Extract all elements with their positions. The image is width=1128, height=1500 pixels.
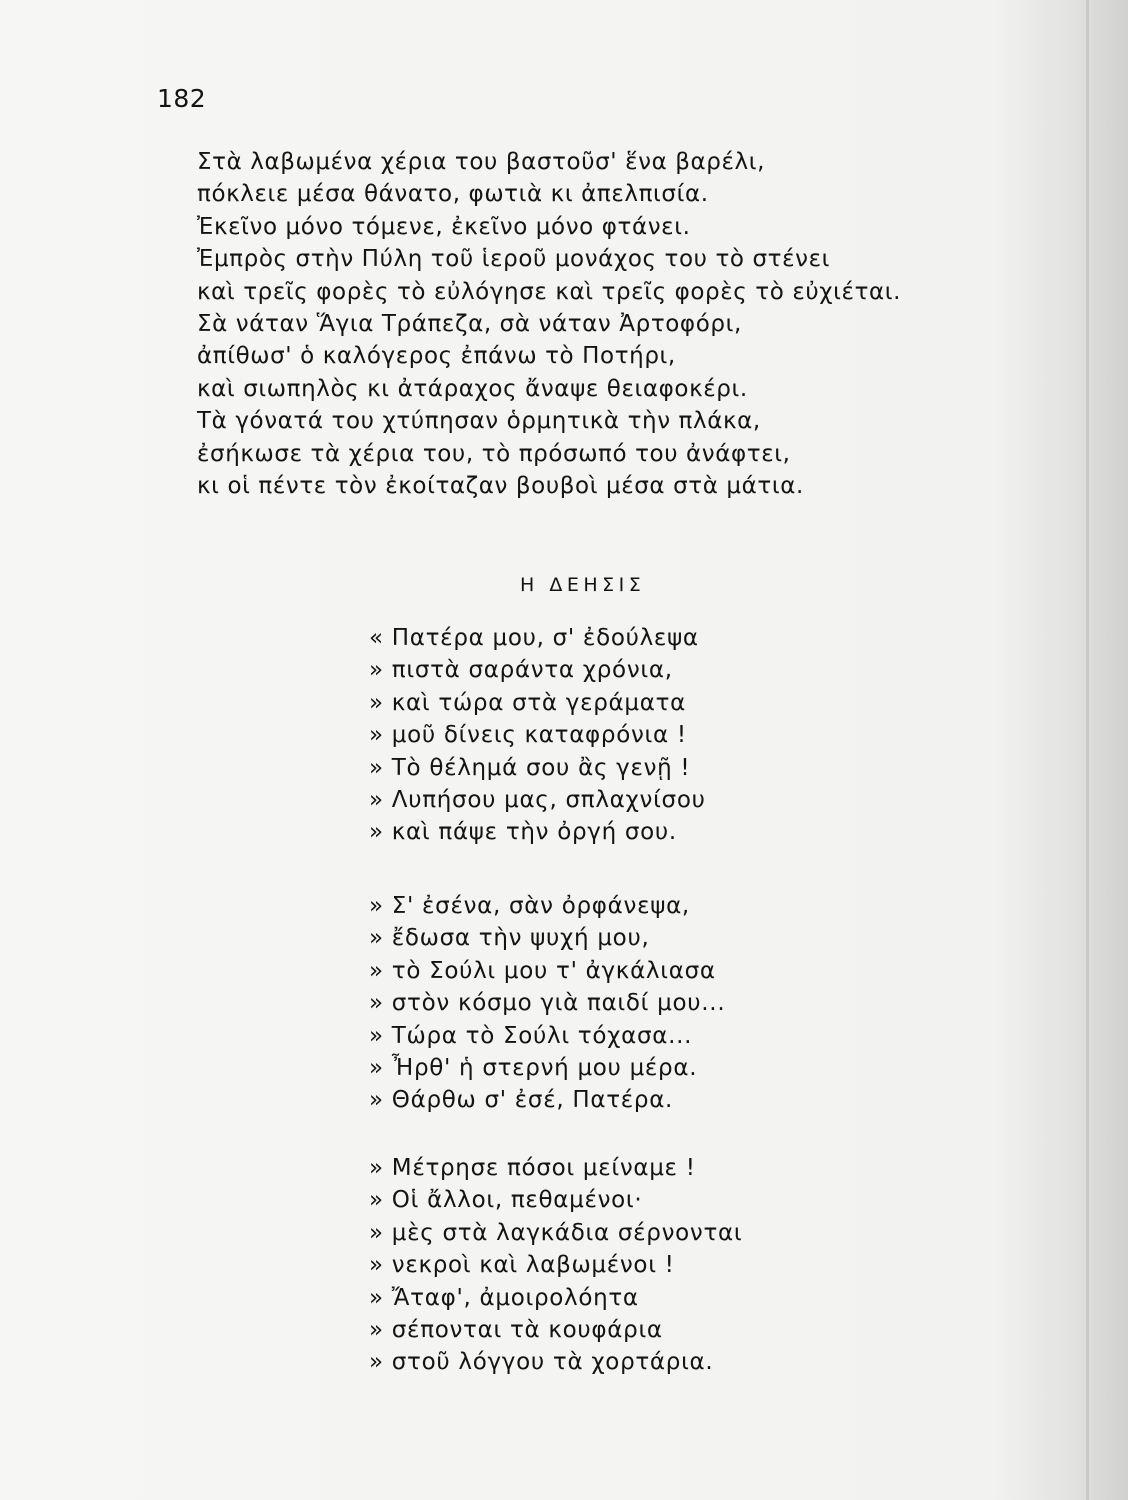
verse-line: κι οἱ πέντε τὸν ἐκοίταζαν βουβοὶ μέσα στὰ μάτια. (197, 472, 804, 499)
verse-line: Σὰ νάταν Ἅγια Τράπεζα, σὰ νάταν Ἀρτοφόρι, (197, 310, 742, 337)
verse-line: καὶ τρεῖς φορὲς τὸ εὐλόγησε καὶ τρεῖς φορὲς τὸ εὐχιέται. (197, 278, 902, 305)
poem-line: » καὶ τώρα στὰ γεράματα (369, 689, 686, 716)
verse-line: πόκλειε μέσα θάνατο, φωτιὰ κι ἀπελπισία. (197, 181, 709, 208)
verse-line: καὶ σιωπηλὸς κι ἀτάραχος ἄναψε θειαφοκέρι. (197, 375, 748, 402)
poem-line: » Τώρα τὸ Σούλι τόχασα... (369, 1022, 693, 1049)
poem-line: « Πατέρα μου, σ' ἐδούλεψα (369, 625, 699, 651)
poem-line: » μοῦ δίνεις καταφρόνια ! (369, 722, 687, 749)
poem-line: » Λυπήσου μας, σπλαχνίσου (369, 786, 706, 813)
verse-line: Στὰ λαβωμένα χέρια του βαστοῦσ' ἕνα βαρέλι, (197, 149, 766, 175)
verse-line: ἐσήκωσε τὰ χέρια του, τὸ πρόσωπό του ἀνάφτει, (197, 440, 791, 467)
verse-line: Ἐκεῖνο μόνο τόμενε, ἐκεῖνο μόνο φτάνει. (197, 213, 691, 240)
page-number: 182 (157, 84, 207, 113)
poem-stanza-1 (369, 622, 1069, 849)
poem-line: » στοῦ λόγγου τὰ χορτάρια. (369, 1349, 714, 1376)
poem-line: » Τὸ θέλημά σου ἂς γενῇ ! (369, 754, 691, 781)
poem-line: » Οἱ ἄλλοι, πεθαμένοι· (369, 1187, 643, 1214)
poem-line: » σέπονται τὰ κουφάρια (369, 1316, 663, 1343)
verse-line: Τὰ γόνατά του χτύπησαν ὁρμητικὰ τὴν πλάκα, (197, 408, 761, 435)
poem-line: » Ἄταφ', ἀμοιρολόητα (369, 1284, 639, 1311)
poem-line: » Ἦρθ' ἡ στερνή μου μέρα. (369, 1054, 698, 1081)
poem-line: » ἔδωσα τὴν ψυχή μου, (369, 925, 650, 952)
poem-line: » νεκροὶ καὶ λαβωμένοι ! (369, 1252, 675, 1279)
narrative-verse (197, 146, 1077, 502)
poem-line: » μὲς στὰ λαγκάδια σέρνονται (369, 1219, 743, 1246)
poem-line: » στὸν κόσμο γιὰ παιδί μου... (369, 990, 726, 1017)
verse-line: Ἐμπρὸς στὴν Πύλη τοῦ ἱεροῦ μονάχος του τὸ στένει (197, 246, 830, 273)
poem-stanza-2 (369, 890, 1069, 1117)
poem-line: » Σ' ἐσένα, σὰν ὀρφάνεψα, (369, 893, 690, 919)
poem-line: » καὶ πάψε τὴν ὀργή σου. (369, 819, 677, 846)
page-edge-shadow (1086, 0, 1089, 1500)
poem-line: » τὸ Σούλι μου τ' ἀγκάλιασα (369, 957, 716, 984)
poem-line: » πιστὰ σαράντα χρόνια, (369, 657, 673, 684)
poem-line: » Θάρθω σ' ἐσέ, Πατέρα. (369, 1087, 674, 1114)
poem-line: » Μέτρησε πόσοι μείναμε ! (369, 1155, 696, 1181)
poem-stanza-3 (369, 1152, 1069, 1379)
verse-line: ἀπίθωσ' ὁ καλόγερος ἐπάνω τὸ Ποτήρι, (197, 343, 676, 370)
poem-title: Η ΔΕΗΣΙΣ (520, 574, 646, 596)
